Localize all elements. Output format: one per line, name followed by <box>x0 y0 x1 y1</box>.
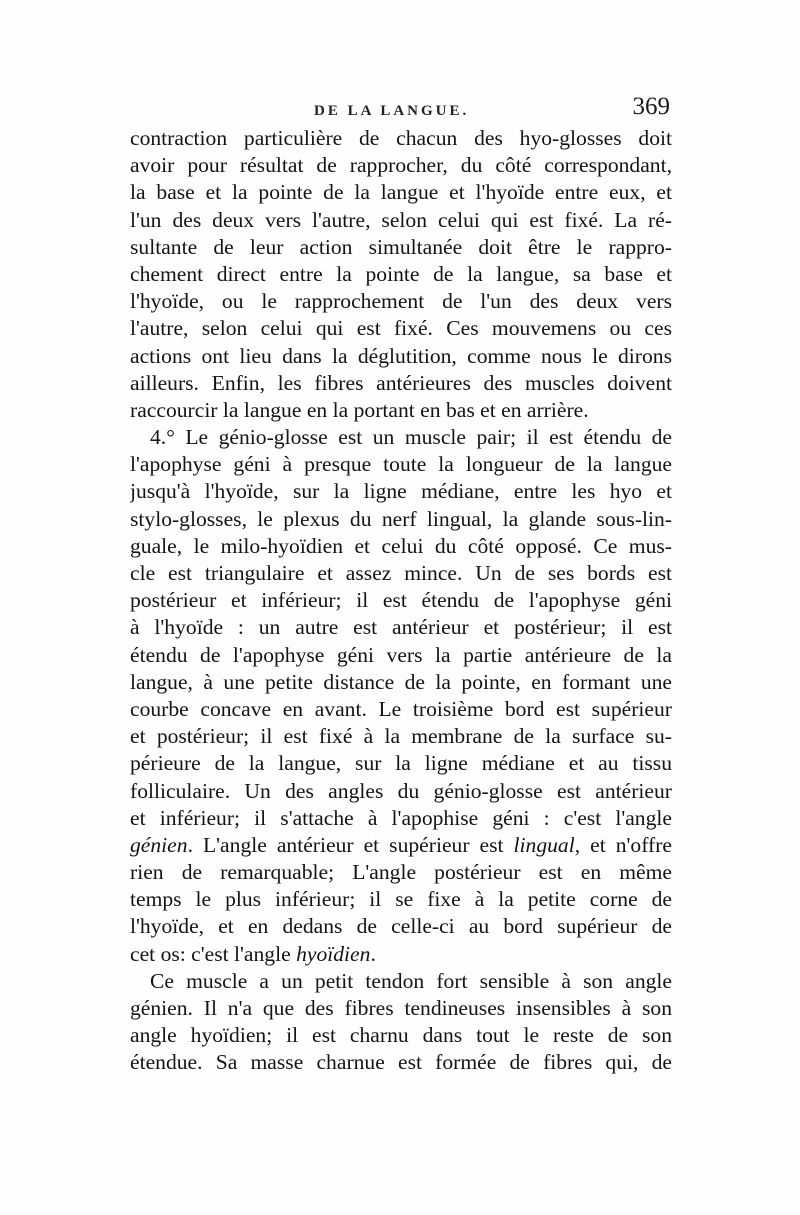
text-line: l'un des deux vers l'autre, selon celui qui est fixé. La ré- <box>130 207 672 232</box>
text-line: l'apophyse géni à presque toute la longueur de la langue <box>130 452 672 477</box>
text-line: sultante de leur action simultanée doit être le rappro- <box>130 234 672 259</box>
text-line: périeure de la langue, sur la ligne médiane et au tissu <box>130 751 672 776</box>
italic-term: lingual <box>513 832 575 857</box>
body-text <box>130 125 672 1077</box>
running-head: DE LA LANGUE. <box>314 103 470 119</box>
text-line: Ce muscle a un petit tendon fort sensible à son angle <box>150 968 672 993</box>
text-segment: . <box>370 941 376 966</box>
text-line: postérieur et inférieur; il est étendu de l'apophyse géni <box>130 588 672 613</box>
text-line: et inférieur; il s'attache à l'apophise géni : c'est l'angle <box>130 805 672 830</box>
text-line: ailleurs. Enfin, les fibres antérieures des muscles doivent <box>130 370 672 395</box>
text-line: angle hyoïdien; il est charnu dans tout le reste de son <box>130 1023 672 1048</box>
text-line: contraction particulière de chacun des hyo-glosses doit <box>130 126 672 150</box>
text-line: actions ont lieu dans la déglutition, comme nous le dirons <box>130 343 672 368</box>
text-line: 4.° Le génio-glosse est un muscle pair; il est étendu de <box>150 425 672 450</box>
text-line: génien. Il n'a que des fibres tendineuses insensibles à son <box>130 996 672 1020</box>
text-line: langue, à une petite distance de la pointe, en formant une <box>130 669 672 694</box>
text-line: guale, le milo-hyoïdien et celui du côté opposé. Ce mus- <box>130 533 672 558</box>
text-line: raccourcir la langue en la portant en bas et en arrière. <box>130 397 589 422</box>
text-line: l'autre, selon celui qui est fixé. Ces mouvemens ou ces <box>130 316 672 341</box>
italic-term: hyoïdien <box>296 941 371 966</box>
text-line: courbe concave en avant. Le troisième bord est supérieur <box>130 696 672 721</box>
text-line: stylo-glosses, le plexus du nerf lingual, la glande sous-lin- <box>130 506 672 531</box>
text-line: chement direct entre la pointe de la langue, sa base et <box>130 261 672 286</box>
text-line: à l'hyoïde : un autre est antérieur et postérieur; il est <box>130 615 672 640</box>
text-line: l'hyoïde, ou le rapprochement de l'un des deux vers <box>130 289 672 314</box>
text-segment: . L'angle antérieur et supérieur est <box>187 832 514 857</box>
text-line <box>130 941 672 968</box>
text-line: rien de remarquable; L'angle postérieur est en même <box>130 860 672 885</box>
text-line: avoir pour résultat de rapprocher, du côté correspondant, <box>130 153 672 178</box>
text-line: cle est triangulaire et assez mince. Un de ses bords est <box>130 561 672 585</box>
text-line: jusqu'à l'hyoïde, sur la ligne médiane, entre les hyo et <box>130 479 672 504</box>
text-line: l'hyoïde, et en dedans de celle-ci au bord supérieur de <box>130 914 672 939</box>
text-line: étendu de l'apophyse géni vers la partie antérieure de la <box>130 642 672 667</box>
page-number: 369 <box>632 93 670 120</box>
text-segment: cet os: c'est l'angle <box>130 941 297 966</box>
italic-term: génien <box>130 832 188 857</box>
text-line: étendue. Sa masse charnue est formée de fibres qui, de <box>130 1050 672 1075</box>
text-segment: , et n'offre <box>574 832 672 857</box>
text-line: temps le plus inférieur; il se fixe à la petite corne de <box>130 887 672 912</box>
text-line: et postérieur; il est fixé à la membrane de la surface su- <box>130 724 672 749</box>
text-line: la base et la pointe de la langue et l'hyoïde entre eux, et <box>130 180 672 205</box>
text-line: folliculaire. Un des angles du génio-glosse est antérieur <box>130 778 672 803</box>
text-line <box>130 832 672 859</box>
